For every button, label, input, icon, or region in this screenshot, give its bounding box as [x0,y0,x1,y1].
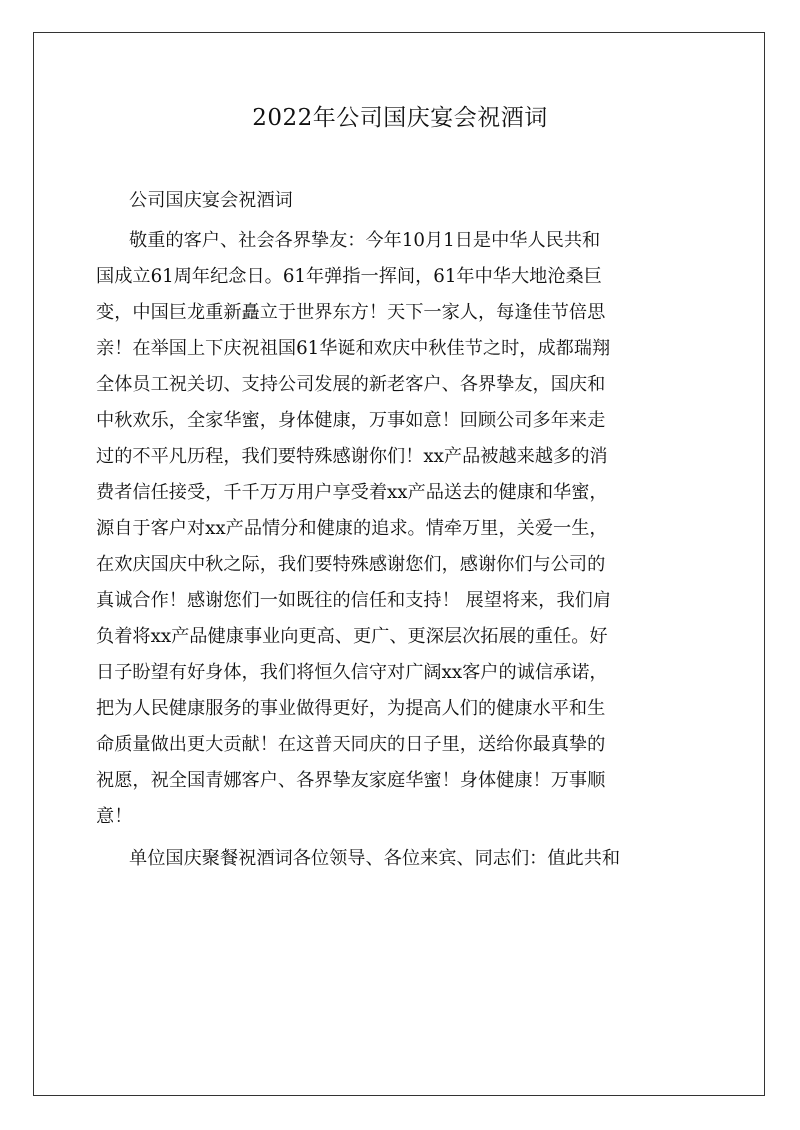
paragraph-line: 单位国庆聚餐祝酒词各位领导、各位来宾、同志们：值此共和 [129,848,621,869]
paragraph-line: 日子盼望有好身体，我们将恒久信守对广阔xx客户的诚信承诺， [96,662,608,683]
paragraph-line: 过的不平凡历程，我们要特殊感谢你们！xx产品被越来越多的消 [96,446,608,467]
paragraph-line: 国成立61周年纪念日。61年弹指一挥间，61年中华大地沧桑巨 [96,266,602,287]
paragraph-line: 祝愿，祝全国青娜客户、各界挚友家庭华蜜！身体健康！万事顺 [96,770,606,791]
document-body [96,183,702,877]
paragraph-line: 源自于客户对xx产品情分和健康的追求。情牵万里，关爱一生， [96,518,608,539]
paragraph-line: 敬重的客户、社会各界挚友：今年10月1日是中华人民共和 [129,230,601,251]
paragraph-line: 命质量做出更大贡献！在这普天同庆的日子里，送给你最真挚的 [96,734,606,755]
paragraph-line: 中秋欢乐，全家华蜜，身体健康，万事如意！回顾公司多年来走 [96,410,606,431]
document-title: 2022年公司国庆宴会祝酒词 [252,105,548,131]
paragraph-line: 费者信任接受，千千万万用户享受着xx产品送去的健康和华蜜， [96,482,608,503]
paragraph-heading: 公司国庆宴会祝酒词 [129,190,293,211]
paragraph-line: 真诚合作！感谢您们一如既往的信任和支持！ 展望将来，我们肩 [96,590,612,611]
paragraph-line: 变，中国巨龙重新矗立于世界东方！天下一家人，每逢佳节倍思 [96,302,606,323]
paragraph-line: 在欢庆国庆中秋之际，我们要特殊感谢您们，感谢你们与公司的 [96,554,606,575]
paragraph-line: 亲！在举国上下庆祝祖国61华诞和欢庆中秋佳节之时，成都瑞翔 [96,338,611,359]
paragraph-line: 意！ [96,806,133,827]
paragraph-line: 全体员工祝关切、支持公司发展的新老客户、各界挚友，国庆和 [96,374,606,395]
paragraph-line: 负着将xx产品健康事业向更高、更广、更深层次拓展的重任。好 [96,626,608,647]
paragraph-line: 把为人民健康服务的事业做得更好，为提高人们的健康水平和生 [96,698,606,719]
